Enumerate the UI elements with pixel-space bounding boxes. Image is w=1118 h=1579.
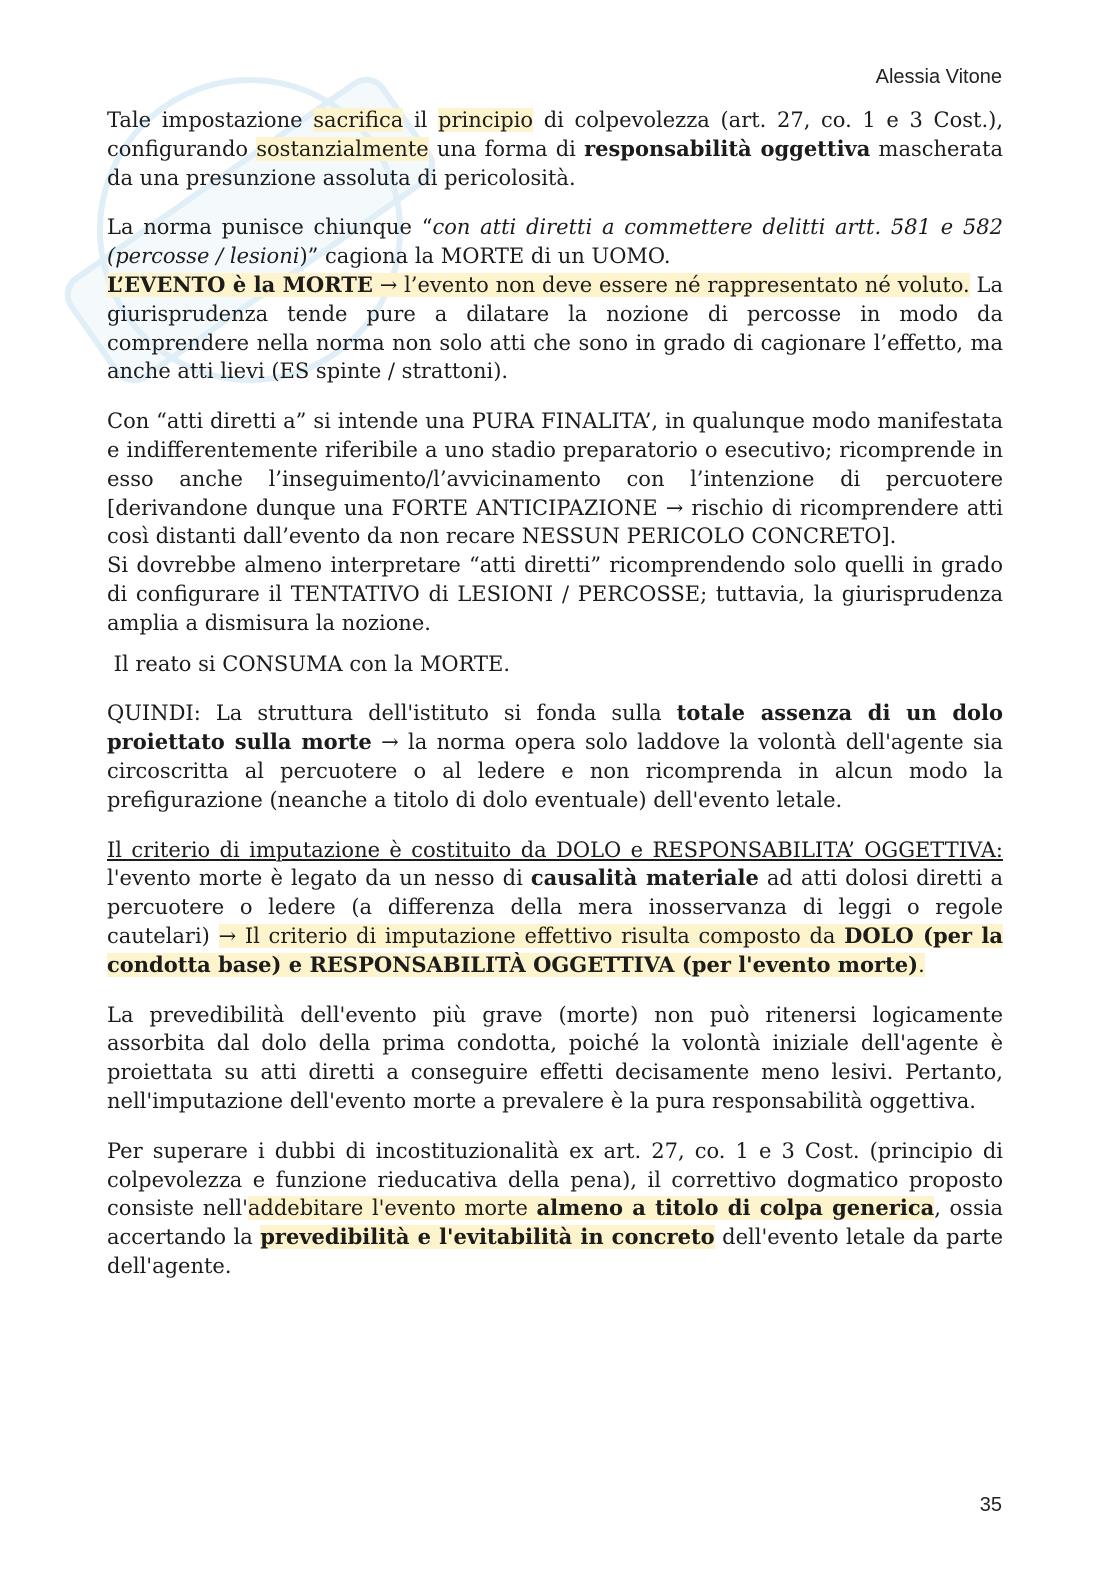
paragraph-6: Il reato si CONSUMA con la MORTE. [107,651,511,676]
paragraph-5: Si dovrebbe almeno interpretare “atti diretti” ricomprendendo solo quelli in grado di configurare il TENTATIVO di LESIONI / PERCOSSE; tuttavia, la giurisprudenza amplia a dismisura la nozione. [107,553,1003,635]
document-body [107,106,1003,1281]
paragraph-8: Il criterio di imputazione è costituito da DOLO e RESPONSABILITA’ OGGETTIVA: l'evento morte è legato da un nesso di causalità materiale ad atti dolosi diretti a percuotere o ledere (a differenza della mera inosservanza di leggi o regole cautelari) → Il criterio di imputazione effettivo risulta composto da DOLO (per la condotta base) e RESPONSABILITÀ OGGETTIVA (per l'evento morte). [107,837,1003,977]
paragraph-1: Tale impostazione sacrifica il principio di colpevolezza (art. 27, co. 1 e 3 Cost.), configurando sostanzialmente una forma di responsabilità oggettiva mascherata da una presunzione assoluta di pericolosità. [107,108,1004,190]
paragraph-7: QUINDI: La struttura dell'istituto si fonda sulla totale assenza di un dolo proiettato sulla morte → la norma opera solo laddove la volontà dell'agente sia circoscritta al percuotere o al ledere e non ricomprenda in alcun modo la prefigurazione (neanche a titolo di dolo eventuale) dell'evento letale. [107,700,1003,812]
page-number: 35 [979,1494,1002,1516]
page-header-author: Alessia Vitone [875,66,1002,88]
paragraph-9: La prevedibilità dell'evento più grave (morte) non può ritenersi logicamente assorbita dal dolo della prima condotta, poiché la volontà iniziale dell'agente è proiettata su atti diretti a conseguire effetti decisamente meno lesivi. Pertanto, nell'imputazione dell'evento morte a prevalere è la pura responsabilità oggettiva. [107,1002,1003,1113]
paragraph-4: Con “atti diretti a” si intende una PURA FINALITA’, in qualunque modo manifestata e indifferentemente riferibile a uno stadio preparatorio o esecutivo; ricomprende in esso anche l’inseguimento/l’avvicinamento con l’intenzione di percuotere [derivandone dunque una FORTE ANTICIPAZIONE → rischio di ricomprendere atti così distanti dall’evento da non recare NESSUN PERICOLO CONCRETO]. [107,409,1003,549]
paragraph-10: Per superare i dubbi di incostituzionalità ex art. 27, co. 1 e 3 Cost. (principio di colpevolezza e funzione rieducativa della pena), il correttivo dogmatico proposto consiste nell'addebitare l'evento morte almeno a titolo di colpa generica, ossia accertando la prevedibilità e l'evitabilità in concreto dell'evento letale da parte dell'agente. [107,1138,1004,1278]
paragraph-2: La norma punisce chiunque “con atti diretti a commettere delitti artt. 581 e 582 (percosse / lesioni)” cagiona la MORTE di un UOMO. [107,215,1003,269]
paragraph-3: L’EVENTO è la MORTE → l’evento non deve essere né rappresentato né voluto. La giurisprudenza tende pure a dilatare la nozione di percosse in modo da comprendere nella norma non solo atti che sono in grado di cagionare l’effetto, ma anche atti lievi (ES spinte / strattoni). [107,271,1003,384]
